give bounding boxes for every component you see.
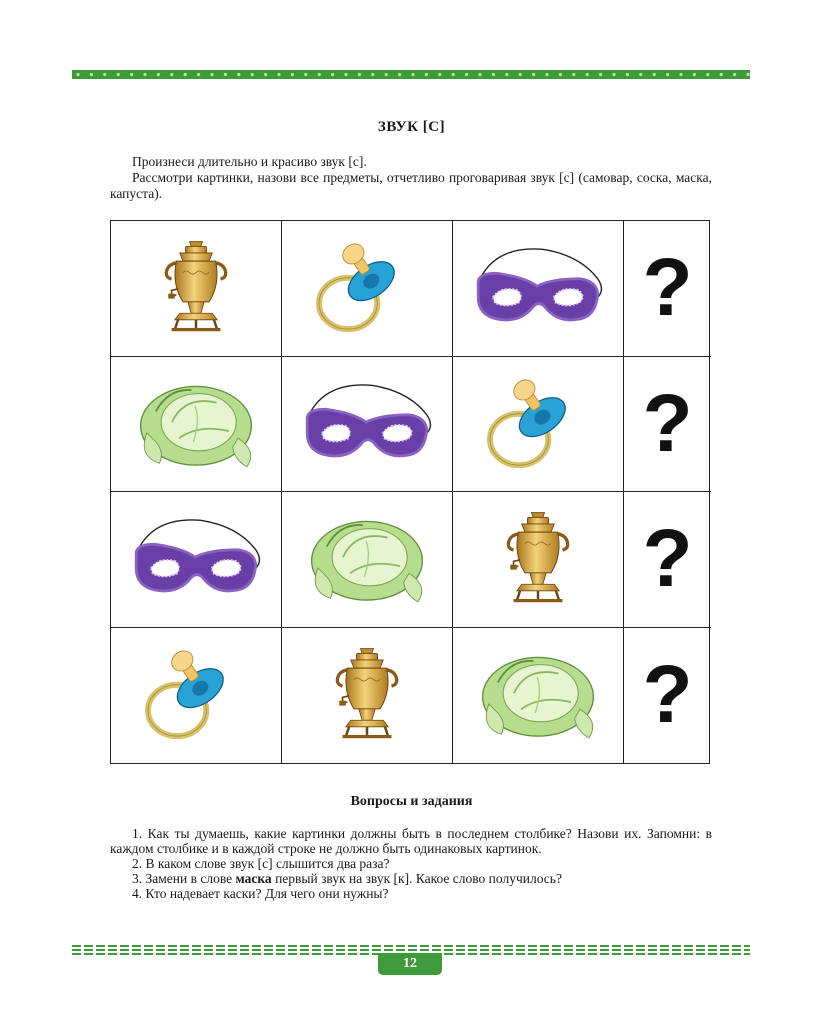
picture-cell-cabbage <box>111 357 282 493</box>
picture-cell-mask <box>282 357 453 493</box>
picture-cell-samovar <box>282 628 453 764</box>
mask-picture <box>127 513 265 605</box>
picture-grid <box>110 220 710 764</box>
intro-line-1: Произнеси длительно и красиво звук [с]. <box>132 154 367 169</box>
intro-line-2: Рассмотри картинки, назови все предметы, отчетливо проговаривая звук [с] (самовар, соска, маска, капуста). <box>110 170 712 201</box>
samovar-picture <box>489 506 587 612</box>
picture-cell-pacifier <box>453 357 624 493</box>
question-mark: ? <box>642 377 693 469</box>
question-cell <box>624 357 711 493</box>
picture-cell-mask <box>111 492 282 628</box>
mask-picture <box>298 378 436 470</box>
cabbage-picture <box>300 505 434 613</box>
pacifier-picture <box>136 643 256 747</box>
question-3-start: 3. Замени в слове <box>132 871 236 886</box>
questions-list <box>110 826 712 901</box>
picture-cell-cabbage <box>282 492 453 628</box>
picture-cell-mask <box>453 221 624 357</box>
cabbage-picture <box>129 370 263 478</box>
questions-title: Вопросы и задания <box>350 794 473 809</box>
picture-cell-samovar <box>111 221 282 357</box>
question-1: 1. Как ты думаешь, какие картинки должны быть в последнем столбике? Назови их. Запомни: в каждом столбике и в каждой строке не должно быть одинаковых картинок. <box>110 826 712 856</box>
question-mark: ? <box>642 242 693 334</box>
samovar-picture <box>147 235 245 341</box>
question-3-end: первый звук на звук [к]. Какое слово получилось? <box>271 871 562 886</box>
question-3-keyword: маска <box>235 871 272 886</box>
picture-cell-pacifier <box>111 628 282 764</box>
intro-text <box>110 154 712 202</box>
picture-cell-pacifier <box>282 221 453 357</box>
question-mark: ? <box>642 649 693 741</box>
mask-picture <box>469 242 607 334</box>
page-title: ЗВУК [С] <box>377 119 446 135</box>
page-number: 12 <box>378 953 442 975</box>
question-mark: ? <box>642 513 693 605</box>
pacifier-picture <box>478 372 598 476</box>
picture-cell-cabbage <box>453 628 624 764</box>
top-decorative-rule <box>72 70 750 79</box>
samovar-picture <box>318 642 416 748</box>
pacifier-picture <box>307 236 427 340</box>
question-3 <box>110 871 712 886</box>
question-cell <box>624 628 711 764</box>
question-cell <box>624 492 711 628</box>
picture-cell-samovar <box>453 492 624 628</box>
question-cell <box>624 221 711 357</box>
cabbage-picture <box>471 641 605 749</box>
question-4: 4. Кто надевает каски? Для чего они нужны? <box>132 886 389 901</box>
question-2: 2. В каком слове звук [с] слышится два раза? <box>132 856 390 871</box>
